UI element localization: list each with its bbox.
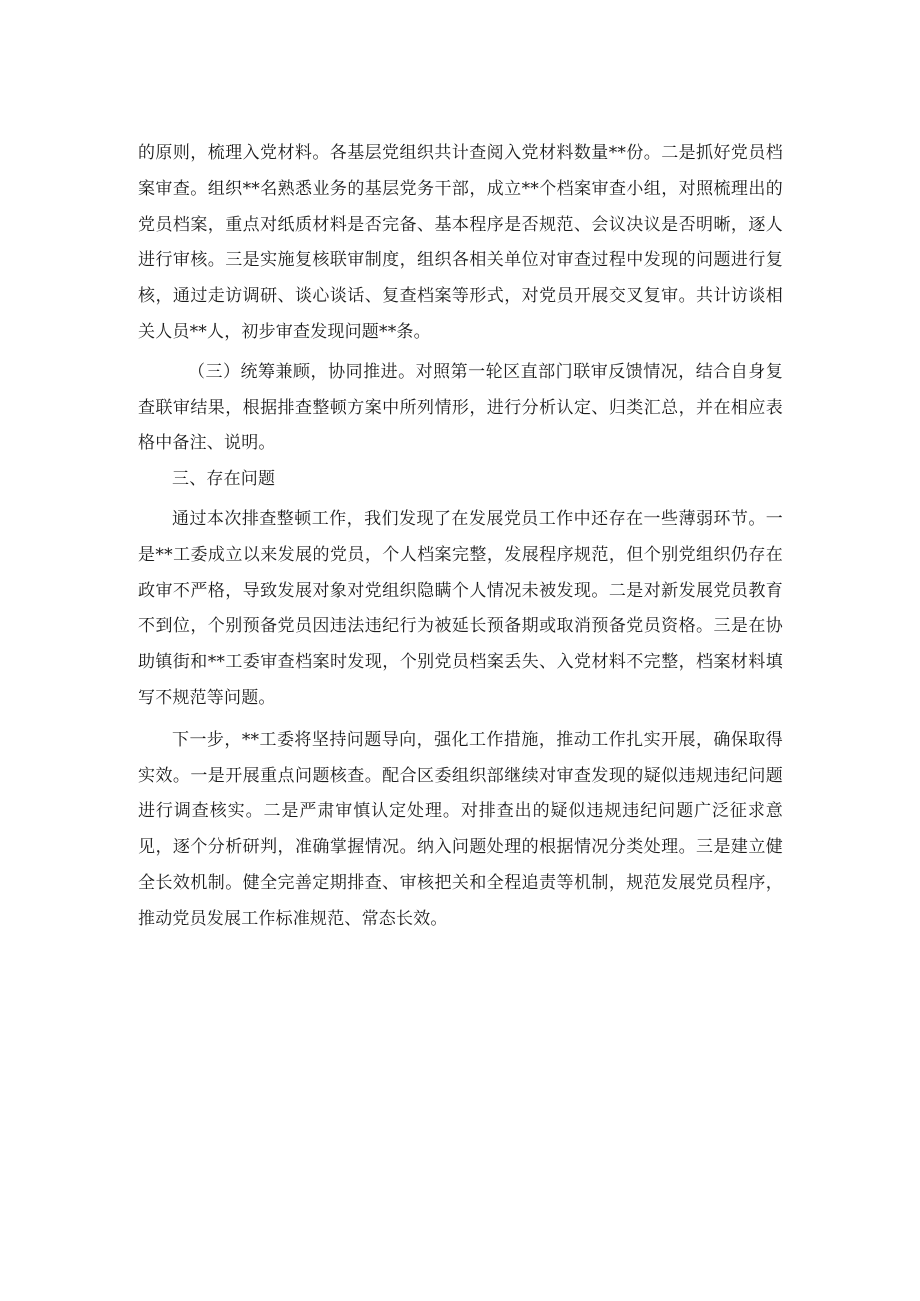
section-heading-problems: 三、存在问题 (172, 469, 276, 490)
paragraph-next-steps: 下一步，**工委将坚持问题导向，强化工作措施，推动工作扎实开展，确保取得实效。一是开展重点问题核查。配合区委组织部继续对审查发现的疑似违规违纪问题进行调查核实。二是严肃审慎认定处理。对排查出的疑似违规违纪问题广泛征求意见，逐个分析研判，准确掌握情况。纳入问题处理的根据情况分类处理。三是建立健全长效机制。健全完善定期排查、审核把关和全程追责等机制，规范发展党员程序，推动党员发展工作标准规范、常态长效。 (138, 729, 783, 929)
paragraph-continuation: 的原则，梳理入党材料。各基层党组织共计查阅入党材料数量**份。二是抓好党员档案审查。组织**名熟悉业务的基层党务干部，成立**个档案审查小组，对照梳理出的党员档案，重点对纸质材料是否完备、基本程序是否规范、会议决议是否明晰，逐人进行审核。三是实施复核联审制度，组织各相关单位对审查过程中发现的问题进行复核，通过走访调研、谈心谈话、复查档案等形式，对党员开展交叉复审。共计访谈相关人员**人，初步审查发现问题**条。 (138, 143, 783, 342)
paragraph-coordination: （三）统筹兼顾，协同推进。对照第一轮区直部门联审反馈情况，结合自身复查联审结果，根据排查整顿方案中所列情形，进行分析认定、归类汇总，并在相应表格中备注、说明。 (138, 361, 783, 454)
document-page (138, 136, 783, 938)
paragraph-problems: 通过本次排查整顿工作，我们发现了在发展党员工作中还存在一些薄弱环节。一是**工委成立以来发展的党员，个人档案完整，发展程序规范，但个别党组织仍存在政审不严格，导致发展对象对党组织隐瞒个人情况未被发现。二是对新发展党员教育不到位，个别预备党员因违法违纪行为被延长预备期或取消预备党员资格。三是在协助镇街和**工委审查档案时发现，个别党员档案丢失、入党材料不完整，档案材料填写不规范等问题。 (138, 508, 783, 708)
